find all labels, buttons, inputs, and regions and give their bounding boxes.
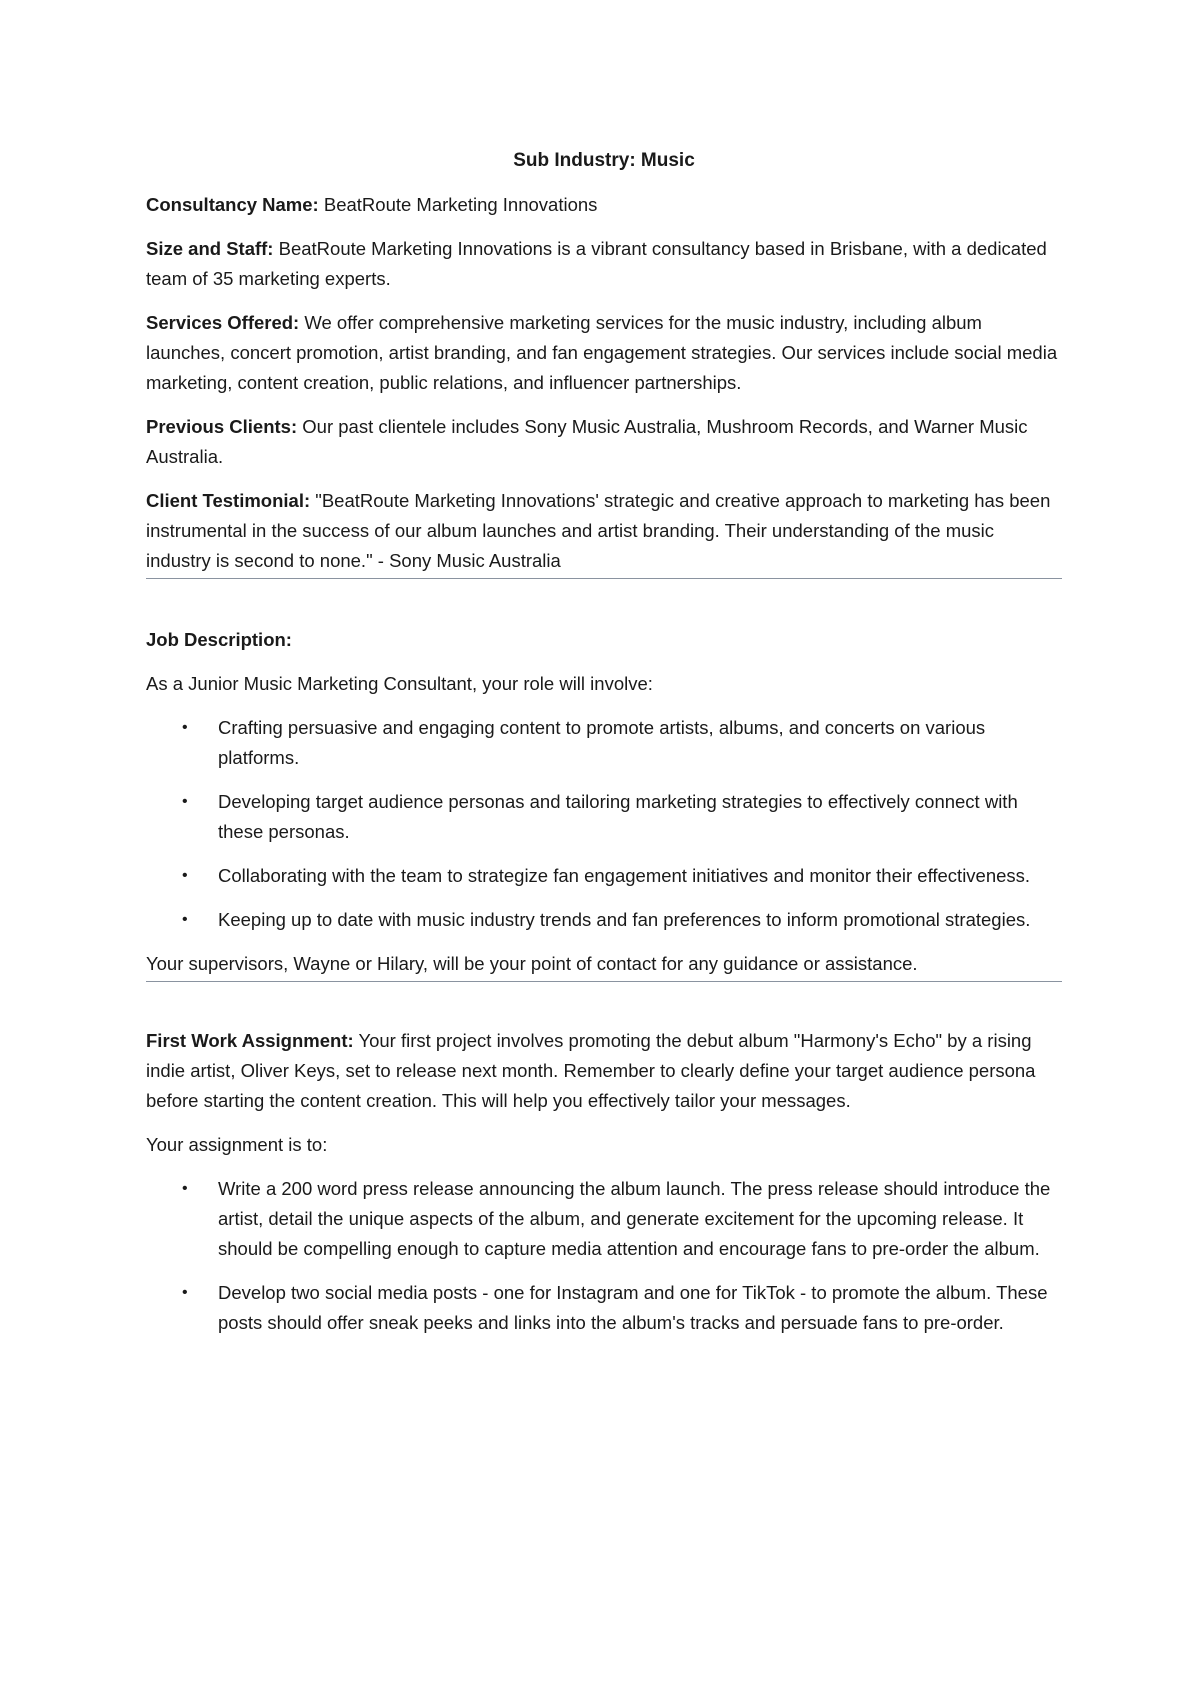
size-staff-label: Size and Staff: — [146, 238, 274, 259]
section-divider — [146, 981, 1062, 982]
services-value: We offer comprehensive marketing services for the music industry, including album launches, concert promotion, artist branding, and fan engagement strategies. Our services include social media marketing, content creation, public relations, and influencer partnerships. — [146, 312, 1058, 393]
first-assignment-value: Your first project involves promoting the debut album "Harmony's Echo" by a rising indie artist, Oliver Keys, set to release next month. Remember to clearly define your target audience persona before starting the content creation. This will help you effectively tailor your messages. — [146, 1030, 1036, 1111]
section-divider — [146, 578, 1062, 579]
size-staff-value: BeatRoute Marketing Innovations is a vibrant consultancy based in Brisbane, with a dedicated team of 35 marketing experts. — [146, 238, 1047, 289]
list-item-text: Collaborating with the team to strategize fan engagement initiatives and monitor their effectiveness. — [218, 865, 1031, 886]
list-item-text: Develop two social media posts - one for Instagram and one for TikTok - to promote the album. These posts should offer sneak peeks and links into the album's tracks and persuade fans to pre-order. — [218, 1282, 1048, 1333]
bullet-icon: • — [182, 793, 188, 810]
list-item — [146, 905, 1062, 935]
first-assignment-label: First Work Assignment: — [146, 1030, 354, 1051]
consultancy-name-paragraph — [146, 190, 1062, 220]
services-label: Services Offered: — [146, 312, 300, 333]
list-item-text: Developing target audience personas and tailoring marketing strategies to effectively connect with these personas. — [218, 791, 1018, 842]
assignment-tasks-list — [146, 1174, 1062, 1338]
list-item — [146, 713, 1062, 773]
bullet-icon: • — [182, 1284, 188, 1301]
list-item-text: Keeping up to date with music industry trends and fan preferences to inform promotional strategies. — [218, 909, 1031, 930]
bullet-icon: • — [182, 1180, 188, 1197]
bullet-icon: • — [182, 911, 188, 928]
testimonial-value: "BeatRoute Marketing Innovations' strategic and creative approach to marketing has been instrumental in the success of our album launches and artist branding. Their understanding of the music industry is second to none." - Sony Music Australia — [146, 490, 1051, 571]
page-title: Sub Industry: Music — [513, 150, 695, 171]
job-description-heading: Job Description: — [146, 629, 292, 650]
document-page — [146, 140, 1062, 1352]
first-assignment-paragraph — [146, 1026, 1062, 1116]
previous-clients-paragraph — [146, 412, 1062, 472]
testimonial-paragraph — [146, 486, 1062, 576]
list-item — [146, 861, 1062, 891]
job-intro: As a Junior Music Marketing Consultant, your role will involve: — [146, 673, 653, 694]
list-item-text: Crafting persuasive and engaging content to promote artists, albums, and concerts on various platforms. — [218, 717, 986, 768]
list-item — [146, 1278, 1062, 1338]
assignment-intro: Your assignment is to: — [146, 1134, 328, 1155]
consultancy-name-value: BeatRoute Marketing Innovations — [318, 194, 598, 215]
job-duties-list — [146, 713, 1062, 935]
testimonial-label: Client Testimonial: — [146, 490, 311, 511]
services-paragraph — [146, 308, 1062, 398]
size-staff-paragraph — [146, 234, 1062, 294]
bullet-icon: • — [182, 719, 188, 736]
list-item-text: Write a 200 word press release announcing the album launch. The press release should introduce the artist, detail the unique aspects of the album, and generate excitement for the upcoming release. It should be compelling enough to capture media attention and encourage fans to pre-order the album. — [218, 1178, 1051, 1259]
previous-clients-value: Our past clientele includes Sony Music Australia, Mushroom Records, and Warner Music Australia. — [146, 416, 1028, 467]
list-item — [146, 1174, 1062, 1264]
bullet-icon: • — [182, 867, 188, 884]
previous-clients-label: Previous Clients: — [146, 416, 298, 437]
consultancy-name-label: Consultancy Name: — [146, 194, 319, 215]
supervisors-paragraph: Your supervisors, Wayne or Hilary, will be your point of contact for any guidance or assistance. — [146, 953, 918, 974]
list-item — [146, 787, 1062, 847]
